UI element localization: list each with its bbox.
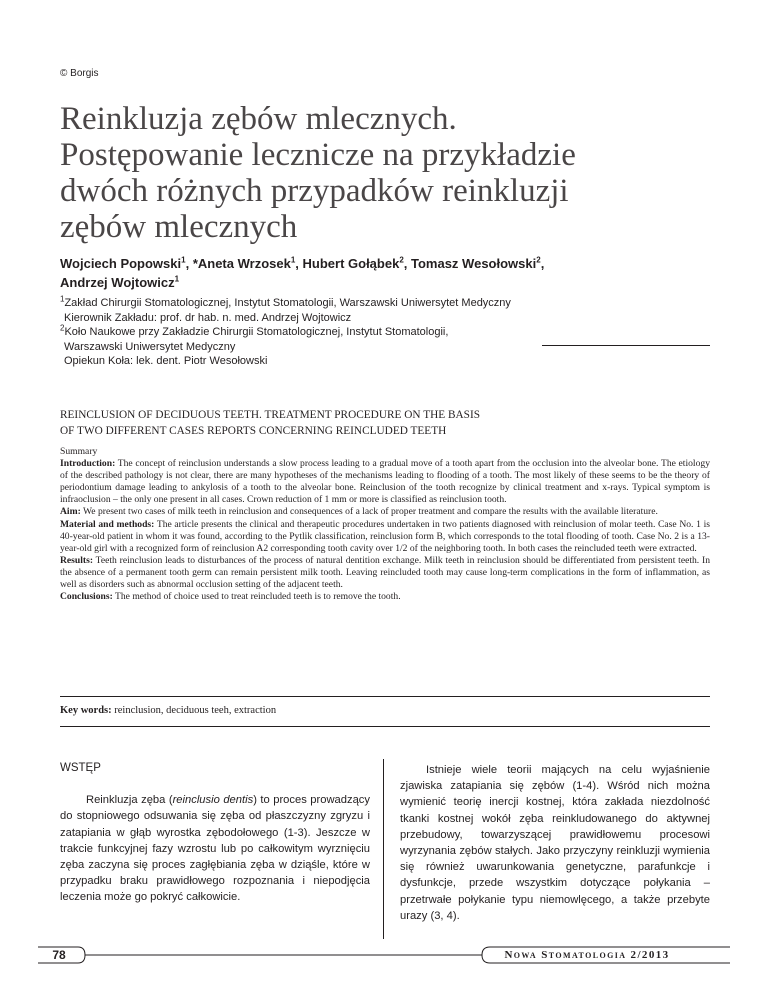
page-number: 78: [52, 948, 66, 962]
column-divider: [383, 759, 384, 939]
divider-bottom: [60, 726, 710, 727]
english-title: REINCLUSION OF DECIDUOUS TEETH. TREATMENT PROCEDURE ON THE BASIS OF TWO DIFFERENT CASES REPORTS CONCERNING REINCLUDED TEETH: [60, 409, 480, 437]
title-line: Postępowanie lecznicze na przykładzie: [60, 137, 576, 173]
affiliations: [60, 296, 700, 369]
divider-short: [542, 345, 710, 346]
abstract: [60, 446, 710, 603]
copyright-notice: © Borgis: [60, 68, 99, 79]
abstract-introduction: Introduction: The concept of reinclusion understands a slow process leading to a gradual move of a tooth apart from the occlusion into the alveolar bone. The etiology of the described pathology is not clear, there are many hypotheses of the mechanisms leading to flooding of a tooth. The most likely of these seems to be the theory of periodontium damage leading to ankylosis of a tooth to the alveolar bone. Reinclusion of the tooth recognize by clinical treatment and x-rays. Typical symptom is infraoclusion – the only one present in all cases. Crown reduction of 1 mm or more is classified as reinclusion tooth.: [60, 458, 710, 506]
author-name: Andrzej Wojtowicz: [60, 275, 175, 290]
body-paragraph: Istnieje wiele teorii mających na celu wyjaśnienie zjawiska zatapiania się zębów (1-4). Wśród nich można wymienić teorię inercji kostnej, która zakłada niezdolność tkanki kostnej wokół zęba reinkludowanego do aktywnej przebudowy, towarzyszącej prawidłowemu procesowi wyrzynania zębów stałych. Jako przyczyny reinkluzji wymienia się również uwarunkowania genetyczne, parafunkcje i dysfunkcje, przede wszystkim dotyczące połykania – przetrwałe połykanie typu niemowlęcego, a także przebyte urazy (3, 4).: [400, 764, 710, 922]
author-name: Hubert Gołąbek: [302, 256, 400, 271]
author-affiliation-mark: 1: [174, 274, 180, 284]
abstract-conclusions: Conclusions: The method of choice used to treat reincluded teeth is to remove the tooth.: [60, 591, 401, 603]
author-name: Tomasz Wesołowski: [411, 256, 537, 271]
body-column-left: [60, 760, 370, 906]
title-line: zębów mlecznych: [60, 209, 298, 245]
author-list: Wojciech Popowski$^1$, *Aneta Wrzosek$^1$, Hubert Gołąbek$^2$, Tomasz Wesołowski$^2$, Andrzej Wojtowicz$^1$: [60, 255, 545, 290]
affiliation-1: $^1$Zakład Chirurgii Stomatologicznej, Instytut Stomatologii, Warszawski Uniwersytet Medyczny: [60, 294, 511, 309]
title-line: dwóch różnych przypadków reinkluzji: [60, 173, 569, 209]
keywords: Key words: reinclusion, deciduous teeh, extraction: [60, 705, 277, 716]
author-affiliation-mark: 1: [290, 255, 296, 265]
author-affiliation-mark: 1: [181, 255, 186, 265]
author-affiliation-mark: 2: [536, 255, 541, 265]
body-paragraph: Reinkluzja zęba (reinclusio dentis) to proces prowadzący do stopniowego odsuwania się zęba od płaszczyzny zgryzu i zatapiania w głąb wyrostka zębodołowego (1-3). Jeszcze w trakcie funkcyjnej fazy wzrostu lub po całkowitym wyrznięciu zęba zaczyna się proces zagłębiania zęba w dziąśle, które w przypadku braku prawidłowego rozpoznania i niepodjęcia leczenia może go pokryć całkowicie.: [60, 794, 370, 904]
body-column-right: [400, 762, 710, 924]
author-affiliation-mark: 2: [399, 255, 404, 265]
abstract-methods: Material and methods: The article presents the clinical and therapeutic procedures undertaken in two patients diagnosed with reinclusion of molar teeth. Case No. 1 is 40-year-old patient in whom it was found, according to the Pytlik classification, reinclusion form B, which corresponds to the total flooding of tooth. Case No. 2 is a 13-year-old girl with a recognized form of reinclusion A2 corresponding tooth cavity over 1/2 of the neighboring tooth. In both cases the reincluded teeth were extracted.: [60, 518, 710, 554]
author-name: *Aneta Wrzosek: [192, 256, 291, 271]
title-line: Reinkluzja zębów mlecznych.: [60, 101, 457, 137]
section-heading: WSTĘP: [60, 762, 101, 774]
abstract-aim: Aim: We present two cases of milk teeth in reinclusion and consequences of a lack of proper treatment and compare the results with the available literature.: [60, 506, 658, 518]
abstract-results: Results: Teeth reinclusion leads to disturbances of the process of natural dentition exchange. Milk teeth in reinclusion should be differentiated from persistent teeth. In the absence of a permanent tooth germ can remain persistent milk tooth. Leaving reincluded tooth may cause long-term complications in the form of inflammation, as well as disorders such as abnormal occlusion setting of the adjacent teeth.: [60, 554, 710, 591]
abstract-heading: Summary: [60, 446, 98, 457]
author-name: Wojciech Popowski: [60, 256, 182, 271]
affiliation-1-head: Kierownik Zakładu: prof. dr hab. n. med. Andrzej Wojtowicz: [64, 311, 352, 324]
affiliation-2-cont: Warszawski Uniwersytet Medyczny: [64, 340, 236, 353]
affiliation-2: $^2$Koło Naukowe przy Zakładzie Chirurgii Stomatologicznej, Instytut Stomatologii,: [60, 323, 449, 339]
divider-top: [60, 696, 710, 697]
journal-name: Nowa Stomatologia 2/2013: [504, 949, 670, 961]
article-title: [60, 101, 700, 245]
affiliation-2-supervisor: Opiekun Koła: lek. dent. Piotr Wesołowski: [64, 355, 268, 368]
